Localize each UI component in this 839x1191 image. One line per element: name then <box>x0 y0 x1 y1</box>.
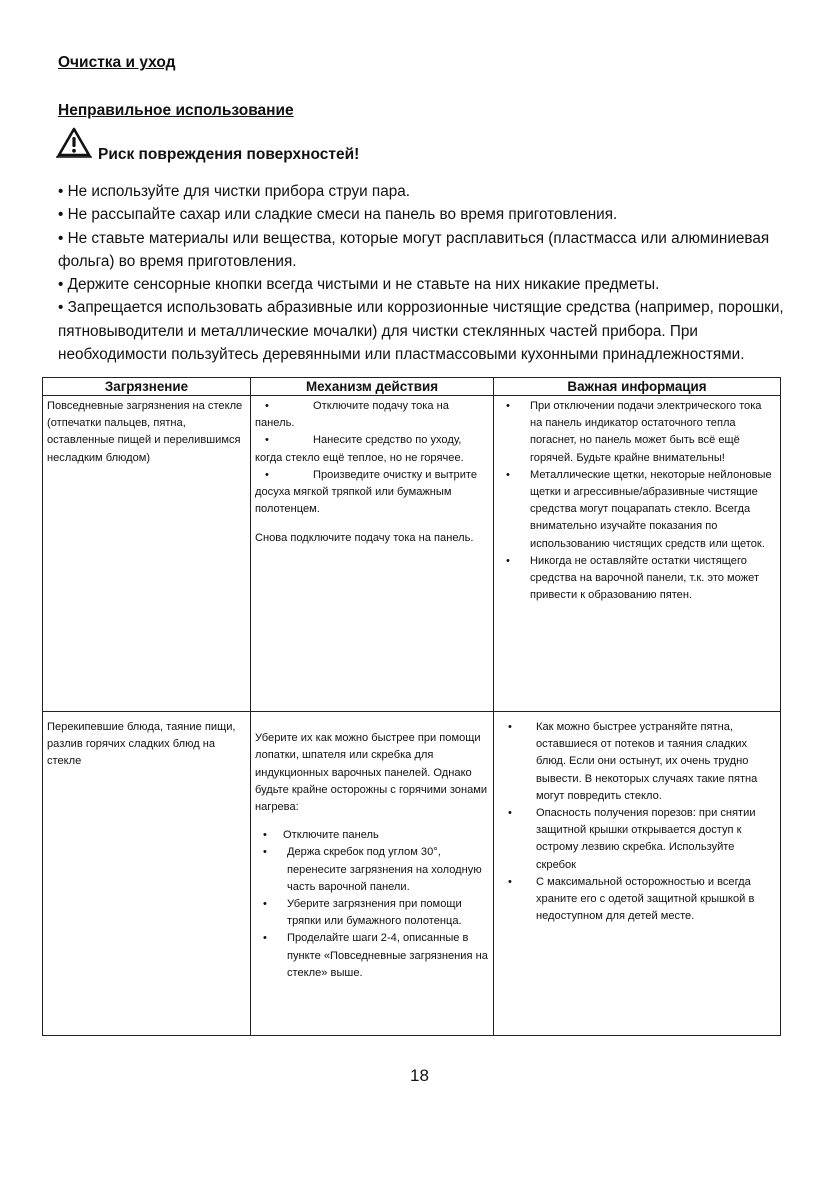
intro-item: • Не ставьте материалы или вещества, которые могут расплавиться (пластмасса или алюминиевая фольга) во время приготовления. <box>58 229 770 270</box>
column-header: Загрязнение <box>43 378 251 396</box>
list-item <box>255 398 489 432</box>
table-row <box>43 396 781 712</box>
list-item: • При отключении подачи электрического тока на панель индикатор остаточного тепла погаснет, но панель может быть всё ещё горячей. Будьте крайне внимательны! <box>498 398 776 467</box>
table-header-row <box>43 378 781 396</box>
list-item: • Держа скребок под углом 30°, перенесите загрязнения на холодную часть варочной панели. <box>255 844 489 896</box>
page-heading: Очистка и уход <box>58 54 176 71</box>
list-item: • Металлические щетки, некоторые нейлоновые щетки и агрессивные/абразивные чистящие средства могут поцарапать стекло. Всегда внимательно изучайте показания по использованию чистящих средств или щеток. <box>498 467 776 553</box>
section-heading: Неправильное использование <box>58 102 294 119</box>
step-text: Снова подключите подачу тока на панель. <box>255 531 474 544</box>
column-header: Механизм действия <box>251 378 494 396</box>
list-item: • Никогда не оставляйте остатки чистящего средства на варочной панели, т.к. это может привести к образованию пятен. <box>498 553 776 605</box>
warning-text: Риск повреждения поверхностей! <box>98 146 360 163</box>
list-item: • Проделайте шаги 2-4, описанные в пункте «Повседневные загрязнения на стекле» выше. <box>255 930 489 982</box>
dirt-cell: Повседневные загрязнения на стекле (отпечатки пальцев, пятна, оставленные пищей и перелившимся несладким блюдом) <box>43 396 251 712</box>
warning-triangle-icon <box>56 126 92 160</box>
intro-item: • Не рассыпайте сахар или сладкие смеси на панель во время приготовления. <box>58 206 618 224</box>
info-cell <box>494 396 781 712</box>
list-item: • С максимальной осторожностью и всегда храните его с одетой защитной крышкой в недоступном для детей месте. <box>498 874 776 926</box>
action-cell <box>251 396 494 712</box>
table-row <box>43 712 781 1036</box>
intro-item: • Не используйте для чистки прибора струи пара. <box>58 183 410 200</box>
column-header: Важная информация <box>494 378 781 396</box>
intro-item: • Запрещается использовать абразивные или коррозионные чистящие средства (например, порошки, пятновыводители и металлические мочалки) для чистки стеклянных частей прибора. При необходимости пользуйтесь деревянными или пластмассовыми кухонными принадлежностями. <box>58 299 784 364</box>
dirt-cell: Перекипевшие блюда, таяние пищи, разлив горячих сладких блюд на стекле <box>43 712 251 1036</box>
intro-list <box>58 180 798 366</box>
list-item <box>255 467 489 519</box>
info-cell <box>494 712 781 1036</box>
step-text: Нанесите средство по уходу, когда стекло ещё теплое, но не горячее. <box>255 434 464 464</box>
page-number: 18 <box>410 1066 429 1085</box>
action-cell <box>251 712 494 1036</box>
list-item: • Отключите панель <box>255 827 489 844</box>
warning-block <box>56 126 556 166</box>
list-item: • Уберите загрязнения при помощи тряпки или бумажного полотенца. <box>255 896 489 930</box>
step-text: Произведите очистку и вытрите досуха мягкой тряпкой или бумажным полотенцем. <box>255 468 478 516</box>
list-item: • Как можно быстрее устраняйте пятна, оставшиеся от потеков и таяния сладких блюд. Если они остынут, их очень трудно вывести. В некоторых случаях такие пятна могут повредить стекло. <box>498 719 776 805</box>
intro-item: • Держите сенсорные кнопки всегда чистыми и не ставьте на них никакие предметы. <box>58 276 660 294</box>
step-lead: Уберите их как можно быстрее при помощи лопатки, шпателя или скребка для индукционных варочных панелей. Однако будьте крайне осторожны с горячими зонами нагрева: <box>255 732 488 813</box>
step-text: Отключите подачу тока на панель. <box>255 400 449 430</box>
list-item: • Опасность получения порезов: при снятии защитной крышки открывается доступ к острому лезвию скребка. Используйте скребок <box>498 805 776 874</box>
list-item <box>255 432 489 466</box>
cleaning-table <box>42 377 781 1036</box>
